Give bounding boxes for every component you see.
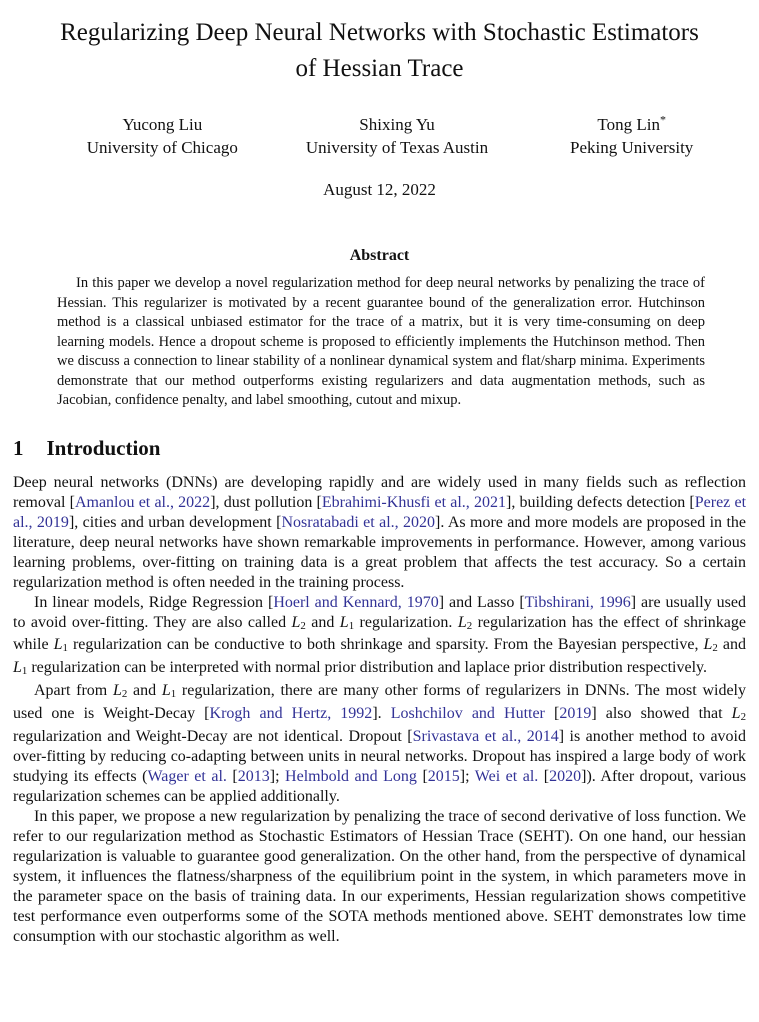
text-run: regularization has the effect of shrinkage while: [13, 613, 746, 654]
text-run: ] is another method to avoid over-fitting by reducing co-adapting between units in neural networks. Dropout has inspired a large body of work studying its effects (: [13, 728, 746, 786]
author-footnote-marker: *: [659, 112, 666, 127]
text-run: [: [538, 768, 550, 786]
text-run: ]. As more and more models are proposed in the literature, deep neural networks have shown remarkable improvements in performance. However, among various learning problems, over-fitting on training data is a great problem that affects the test accuracy. So a certain regularization method is often needed in the training process.: [13, 513, 746, 591]
author-affiliation: Peking University: [570, 138, 694, 157]
math-symbol: 1: [170, 688, 177, 701]
abstract-section: [0, 247, 759, 411]
text-run: regularization.: [354, 613, 458, 631]
text-run: ], building defects detection [: [506, 493, 695, 511]
citation-link[interactable]: Amanlou et al., 2022: [74, 493, 211, 511]
text-run: ]). After dropout, various regularization schemes can be applied additionally.: [13, 768, 747, 806]
author-name: Shixing Yu: [359, 115, 435, 134]
text-run: ] also showed that: [591, 705, 732, 723]
citation-link[interactable]: Helmbold and Long: [285, 768, 417, 786]
author-block: [45, 113, 280, 159]
citation-link[interactable]: 2015: [427, 768, 460, 786]
text-run: ], cities and urban development [: [68, 513, 282, 531]
math-symbol: L: [731, 705, 741, 723]
citation-link[interactable]: Krogh and Hertz, 1992: [209, 705, 373, 723]
section-title: Introduction: [46, 435, 161, 460]
text-run: and: [127, 682, 162, 700]
citation-link[interactable]: Loshchilov and Hutter: [390, 705, 545, 723]
paper-page: [0, 15, 759, 1022]
paper-date: August 12, 2022: [323, 180, 436, 199]
text-run: ];: [269, 768, 286, 786]
text-run: regularization and Weight-Decay are not identical. Dropout [: [13, 728, 413, 746]
citation-link[interactable]: Hoerl and Kennard, 1970: [273, 593, 439, 611]
math-symbol: 1: [62, 642, 68, 655]
citation-link[interactable]: 2013: [237, 768, 270, 786]
math-symbol: L: [53, 636, 63, 654]
math-symbol: L: [112, 682, 122, 700]
math-symbol: L: [161, 682, 171, 700]
math-symbol: L: [457, 613, 467, 631]
citation-link[interactable]: Wager et al.: [147, 768, 227, 786]
math-symbol: 2: [300, 619, 306, 632]
author-block: [280, 113, 515, 159]
paper-title-line2: of Hessian Trace: [295, 55, 464, 82]
paper-title: [0, 15, 759, 87]
math-symbol: 1: [348, 619, 355, 632]
author-name: Yucong Liu: [122, 115, 203, 134]
text-run: ] are usually used to avoid over-fitting. They are also called: [13, 593, 747, 631]
math-symbol: 2: [740, 711, 747, 724]
section-heading-introduction: [13, 436, 746, 461]
text-run: regularization can be interpreted with normal prior distribution and laplace prior distribution respectively.: [27, 659, 707, 677]
text-run: In this paper, we propose a new regularization by penalizing the trace of second derivative of loss function. We refer to our regularization method as Stochastic Estimators of Hessian Trace (SEHT). On one hand, our hessian regularization is valuable to guarantee good generalization. On the other hand, from the perspective of dynamical system, it influences the flatness/sharpness of the equilibrium point in the system, in which parameters move in the parameter space on the basis of training data. In our experiments, Hessian regularization shows competitive test performance even outperforms some of the SOTA methods mentioned above. SEHT demonstrates low time consumption with our stochastic algorithm as well.: [13, 808, 746, 946]
math-symbol: L: [13, 659, 22, 677]
citation-link[interactable]: Srivastava et al., 2014: [412, 728, 559, 746]
text-run: Deep neural networks (DNNs) are developing rapidly and are widely used in many fields such as reflection removal [: [13, 473, 746, 511]
paragraph: [13, 807, 746, 947]
text-run: [: [416, 768, 428, 786]
introduction-paragraphs: [13, 473, 746, 948]
citation-link[interactable]: Ebrahimi-Khusfi et al., 2021: [321, 493, 506, 511]
math-symbol: 2: [121, 688, 128, 701]
math-symbol: L: [291, 613, 301, 631]
authors-row: [45, 113, 749, 159]
citation-link[interactable]: Tibshirani, 1996: [524, 593, 631, 611]
text-run: regularization can be conductive to both shrinkage and sparsity. From the Bayesian perspective,: [67, 636, 704, 654]
text-run: Apart from: [34, 682, 113, 700]
paragraph: [13, 681, 746, 807]
paper-title-line1: Regularizing Deep Neural Networks with Stochastic Estimators: [60, 19, 699, 46]
abstract-heading: Abstract: [349, 247, 410, 264]
math-symbol: L: [339, 613, 349, 631]
math-symbol: L: [703, 636, 713, 654]
text-run: ] and Lasso [: [438, 593, 525, 611]
text-run: [: [544, 705, 560, 723]
author-block: [514, 113, 749, 159]
citation-link[interactable]: Nosratabadi et al., 2020: [281, 513, 436, 531]
citation-link[interactable]: Perez et al., 2019: [13, 493, 747, 531]
author-affiliation: University of Texas Austin: [305, 138, 489, 157]
math-symbol: 2: [466, 619, 473, 632]
author-name: [514, 113, 749, 136]
text-run: regularization, there are many other forms of regularizers in DNNs. The most widely used one is Weight-Decay [: [13, 682, 746, 723]
math-symbol: 2: [712, 642, 718, 655]
paragraph: [13, 593, 746, 682]
abstract-text: In this paper we develop a novel regularization method for deep neural networks by penalizing the trace of Hessian. This regularizer is motivated by a recent guarantee bound of the generalization error. Hutchinson method is a classical unbiased estimator for the trace of a matrix, but it is very time-consuming on deep learning models. Hence a dropout scheme is proposed to efficiently implements the Hutchinson method. Then we discuss a connection to linear stability of a nonlinear dynamical system and flat/sharp minima. Experiments demonstrate that our method outperforms existing regularizers and data augmentation methods, such as Jacobian, confidence penalty, and label smoothing, cutout and mixup.: [57, 275, 705, 408]
text-run: and: [305, 613, 340, 631]
text-run: [: [226, 768, 238, 786]
citation-link[interactable]: Wei et al.: [474, 768, 539, 786]
author-affiliation: University of Chicago: [86, 138, 238, 157]
paragraph: [13, 473, 746, 593]
text-run: ];: [459, 768, 475, 786]
text-run: ], dust pollution [: [210, 493, 322, 511]
text-run: ].: [372, 705, 391, 723]
citation-link[interactable]: 2020: [549, 768, 582, 786]
citation-link[interactable]: 2019: [559, 705, 592, 723]
section-number: 1: [13, 435, 24, 460]
author-name-text: Tong Lin: [597, 115, 660, 134]
math-symbol: 1: [21, 665, 28, 678]
text-run: In linear models, Ridge Regression [: [34, 593, 274, 611]
text-run: and: [717, 636, 747, 654]
